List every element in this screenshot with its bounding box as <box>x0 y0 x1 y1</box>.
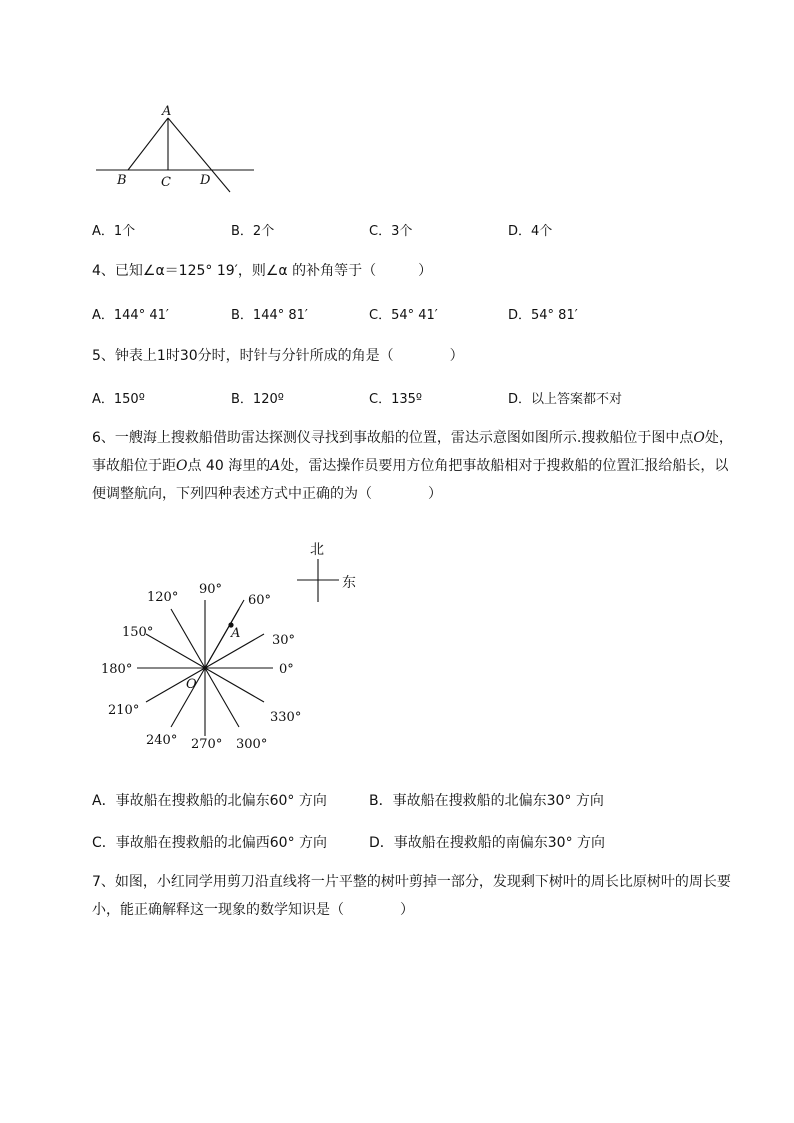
angle-label-30: 30° <box>272 633 296 648</box>
angle-label-210: 210° <box>108 703 140 718</box>
radar-spokes <box>137 600 273 736</box>
point-d-label: D <box>200 173 211 188</box>
q3-option-b: B．2个 <box>231 224 275 239</box>
q4-option-a: A．144° 41′ <box>92 308 169 323</box>
compass-icon <box>297 559 339 602</box>
point-b-label: B <box>117 173 127 188</box>
point-a-label: A <box>162 104 172 119</box>
q6-stem: 6、一艘海上搜救船借助雷达探测仪寻找到事故船的位置，雷达示意图如图所示.搜救船位于图中点O处，事故船位于距O点 40 海里的A处，雷达操作员要用方位角把事故船相对于搜救船的位置汇报给船长，以便调整航向，下列四种表述方式中正确的为（ ） <box>92 430 733 502</box>
q5-option-b: B．120º <box>231 392 284 407</box>
angle-label-90: 90° <box>199 582 223 597</box>
angle-label-270: 270° <box>191 737 223 752</box>
angle-label-60: 60° <box>248 593 272 608</box>
q6-option-a: A．事故船在搜救船的北偏东60° 方向 <box>92 793 327 809</box>
q6-option-c: C．事故船在搜救船的北偏西60° 方向 <box>92 835 328 851</box>
q5-option-d: D．以上答案都不对 <box>508 392 623 407</box>
q6-option-b: B．事故船在搜救船的北偏东30° 方向 <box>369 793 604 809</box>
q5-stem: 5、钟表上1时30分时，时针与分针所成的角是（ ） <box>92 348 464 364</box>
compass-north-label: 北 <box>310 542 324 558</box>
angle-label-330: 330° <box>270 710 302 725</box>
point-a-label: A <box>231 626 241 641</box>
q6-option-d: D．事故船在搜救船的南偏东30° 方向 <box>369 835 606 851</box>
point-o-label: O <box>186 677 197 692</box>
angle-label-240: 240° <box>146 733 178 748</box>
q7-stem: 7、如图，小红同学用剪刀沿直线将一片平整的树叶剪掉一部分，发现剩下树叶的周长比原树叶的周长要小，能正确解释这一现象的数学知识是（ ） <box>92 874 731 918</box>
angle-label-120: 120° <box>147 590 179 605</box>
q3-option-d: D．4个 <box>508 224 553 239</box>
q4-stem: 4、已知∠α＝125° 19′，则∠α 的补角等于（ ） <box>92 263 433 279</box>
angle-label-0: 0° <box>279 662 294 677</box>
point-c-label: C <box>161 175 171 190</box>
q5-option-a: A．150º <box>92 392 145 407</box>
angle-label-180: 180° <box>101 662 133 677</box>
q4-option-c: C．54° 41′ <box>369 308 438 323</box>
compass-east-label: 东 <box>342 575 356 591</box>
q4-option-d: D．54° 81′ <box>508 308 578 323</box>
q3-option-a: A．1个 <box>92 224 136 239</box>
q3-option-c: C．3个 <box>369 224 413 239</box>
q5-option-c: C．135º <box>369 392 423 407</box>
q4-option-b: B．144° 81′ <box>231 308 308 323</box>
angle-label-150: 150° <box>122 625 154 640</box>
angle-label-300: 300° <box>236 737 268 752</box>
